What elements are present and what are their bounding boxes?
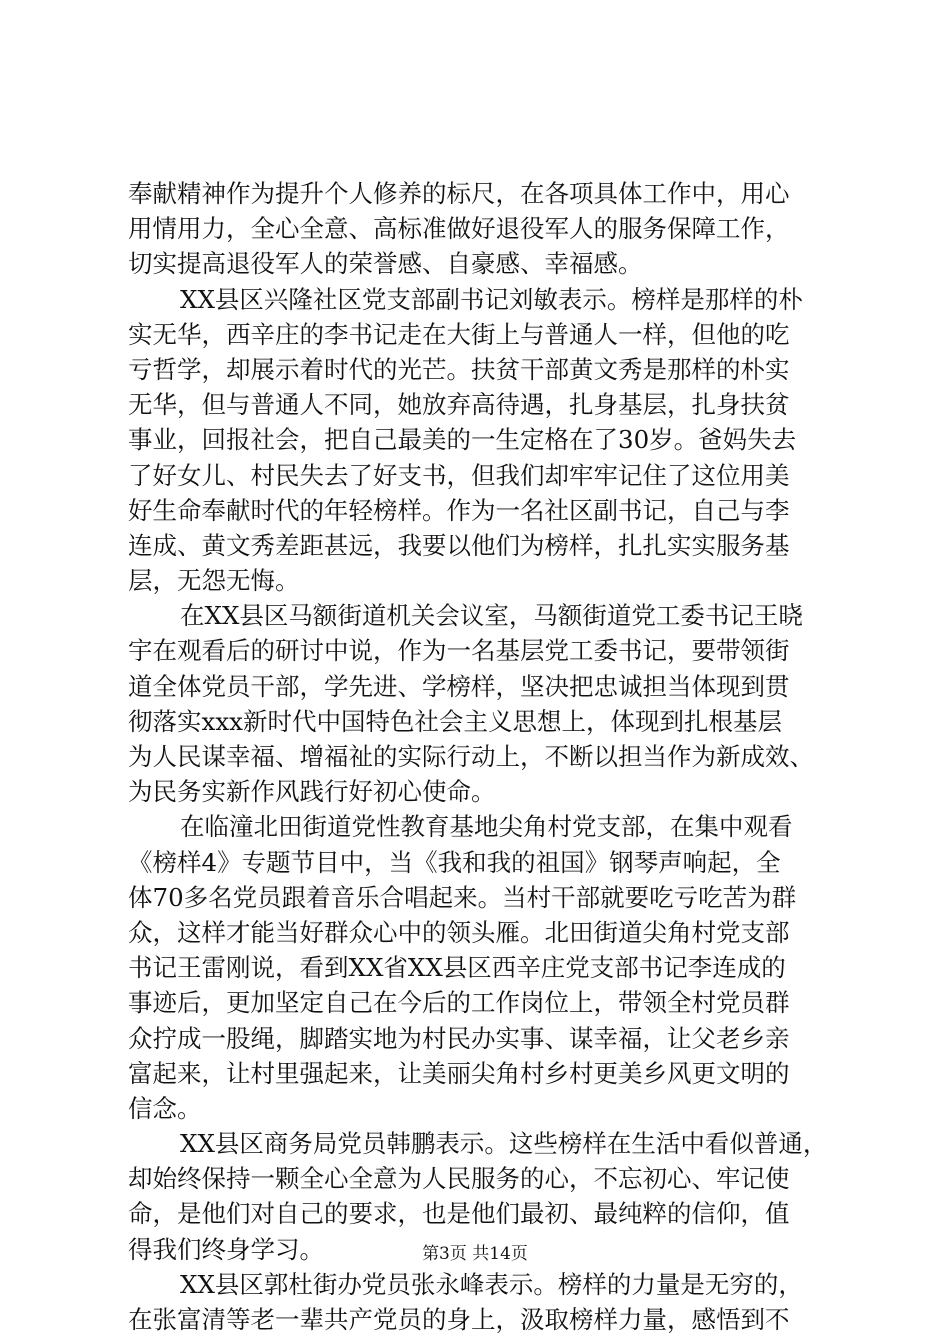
text-line: XX县区郭杜街办党员张永峰表示。榜样的力量是无穷的， bbox=[180, 1269, 803, 1299]
text-line: 彻落实xxx新时代中国特色社会主义思想上，体现到扎根基层 bbox=[128, 706, 782, 736]
text-line: 奉献精神作为提升个人修养的标尺，在各项具体工作中，用心 bbox=[128, 179, 790, 208]
text-line: 在临潼北田街道党性教育基地尖角村党支部，在集中观看 bbox=[180, 812, 793, 842]
text-line: 无华，但与普通人不同，她放弃高待遇，扎身基层，扎身扶贫 bbox=[128, 390, 790, 420]
text-line: 众，这样才能当好群众心中的领头雁。北田街道尖角村党支部 bbox=[128, 917, 790, 947]
text-line: 实无华，西辛庄的李书记走在大街上与普通人一样，但他的吃 bbox=[128, 319, 790, 349]
text-line: 命，是他们对自己的要求，也是他们最初、最纯粹的信仰，值 bbox=[128, 1199, 790, 1229]
text-line: XX县区商务局党员韩鹏表示。这些榜样在生活中看似普通， bbox=[180, 1129, 828, 1159]
text-line: 切实提高退役军人的荣誉感、自豪感、幸福感。 bbox=[128, 249, 643, 279]
text-line: 富起来，让村里强起来，让美丽尖角村乡村更美乡风更文明的 bbox=[128, 1058, 790, 1088]
text-line: 信念。 bbox=[128, 1093, 202, 1123]
text-line: 宇在观看后的研讨中说，作为一名基层党工委书记，要带领街 bbox=[128, 636, 790, 666]
text-line: 道全体党员干部，学先进、学榜样，坚决把忠诚担当体现到贯 bbox=[128, 671, 790, 701]
text-line: 为民务实新作风践行好初心使命。 bbox=[128, 777, 496, 807]
text-line: 为人民谋幸福、增福祉的实际行动上，不断以担当作为新成效、 bbox=[128, 742, 814, 771]
text-line: 在张富清等老一辈共产党员的身上，汲取榜样力量，感悟到不 bbox=[128, 1305, 790, 1334]
text-line: 却始终保持一颗全心全意为人民服务的心，不忘初心、牢记使 bbox=[128, 1164, 790, 1194]
page-footer: 第3页 共14页 bbox=[422, 1244, 528, 1264]
text-line: 事业，回报社会，把自己最美的一生定格在了30岁。爸妈失去 bbox=[128, 425, 797, 455]
text-line: 在XX县区马额街道机关会议室，马额街道党工委书记王晓 bbox=[180, 601, 803, 631]
document-body bbox=[128, 176, 830, 1337]
text-line: XX县区兴隆社区党支部副书记刘敏表示。榜样是那样的朴 bbox=[180, 284, 803, 314]
text-line: 连成、黄文秀差距甚远，我要以他们为榜样，扎扎实实服务基 bbox=[128, 530, 790, 560]
text-line: 用情用力，全心全意、高标准做好退役军人的服务保障工作， bbox=[128, 214, 790, 244]
text-line: 众拧成一股绳，脚踏实地为村民办实事、谋幸福，让父老乡亲 bbox=[128, 1023, 790, 1053]
text-line: 书记王雷刚说，看到XX省XX县区西辛庄党支部书记李连成的 bbox=[128, 953, 786, 983]
text-line: 亏哲学，却展示着时代的光芒。扶贫干部黄文秀是那样的朴实 bbox=[128, 354, 790, 384]
text-line: 事迹后，更加坚定自己在今后的工作岗位上，带领全村党员群 bbox=[128, 988, 790, 1018]
text-line: 好生命奉献时代的年轻榜样。作为一名社区副书记，自己与李 bbox=[128, 495, 790, 525]
text-line: 得我们终身学习。 bbox=[128, 1234, 324, 1264]
text-line: 《榜样4》专题节目中，当《我和我的祖国》钢琴声响起，全 bbox=[128, 847, 781, 877]
text-line: 层，无怨无悔。 bbox=[128, 566, 300, 596]
text-line: 体70多名党员跟着音乐合唱起来。当村干部就要吃亏吃苦为群 bbox=[128, 882, 797, 912]
text-line: 了好女儿、村民失去了好支书，但我们却牢牢记住了这位用美 bbox=[128, 460, 790, 490]
